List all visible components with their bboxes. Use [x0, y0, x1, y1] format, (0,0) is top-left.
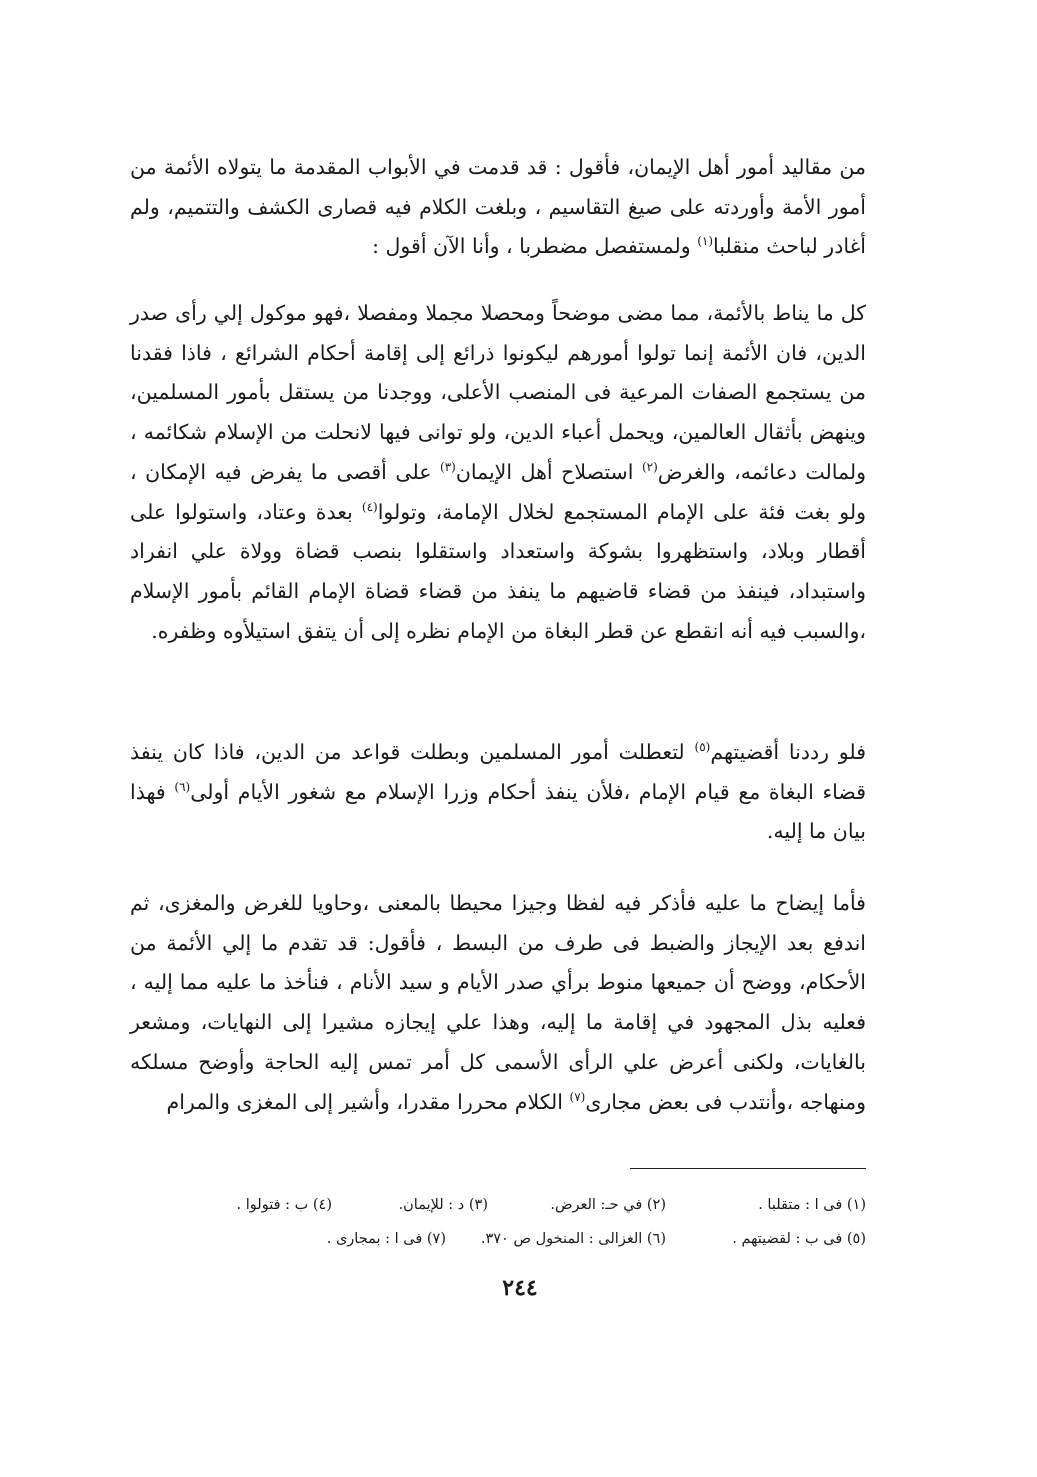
text-run: فهذا بيان ما إليه. — [130, 779, 866, 844]
text-run: على أقصى ما يفرض فيه الإمكان ، ولو بغت فئة على الإمام المستجمع لخلال الإمامة، وتولوا — [130, 459, 867, 524]
text-run: فأما إيضاح ما عليه فأذكر فيه لفظا وجيزا محيطا بالمعنى ،وحاويا للغرض والمغزى، ثم اندفع بعد الإيجاز والضبط فى طرف من البسط ، فأقول: قد تقدم ما إلي الأئمة من الأحكام، ووضح أن جميعها منوط برأي صدر الأيام و سيد الأنام ، فنأخذ ما عليه مما إليه ، فعليه بذل المجهود في إقامة ما إليه، وهذا علي إيجازه مشيرا إلى النهايات، ومشعر بالغايات، ولكنى أعرض علي الرأى الأسمى كل أمر تمس إليه الحاجة وأوضح مسلكه ومنهاجه ،وأنتدب فى بعض مجارى — [130, 891, 866, 1114]
text-run: كل ما يناط بالأئمة، مما مضى موضحاً ومحصلا مجملا ومفصلا ،فهو موكول إلي رأى صدر الدين، فان الأئمة إنما تولوا أمورهم ليكونوا ذرائع إلى إقامة أحكام الشرائع ، فاذا فقدنا من يستجمع الصفات المرعية فى المنصب الأعلى، ووجدنا من يستقل بأمور المسلمين، وينهض بأثقال العالمين، ويحمل أعباء الدين، ولو توانى فيها لانحلت من الإسلام شكائمه ، ولمالت دعائمه، والغرض — [130, 301, 866, 484]
footnote-marker: (٥) — [694, 740, 711, 755]
text-run: من مقاليد أمور أهل الإيمان، فأقول : قد قدمت في الأبواب المقدمة ما يتولاه الأئمة من أمور الأمة وأوردته على صيغ التقاسيم ، وبلغت الكلام فيه قصارى الكشف والتتميم، ولم أغادر لباحث منقلبا — [130, 155, 866, 259]
footnote-6: (٦) الغزالى : المنخول ص ٣٧٠. — [480, 1231, 666, 1247]
footnote-7: (٧) فى ا : بمجارى . — [326, 1231, 446, 1247]
footnote-1: (١) فى ا : متقلبا . — [758, 1197, 866, 1213]
paragraph-text — [130, 884, 866, 1122]
footnote-marker: (١) — [697, 234, 714, 249]
footnote-marker: (٦) — [174, 779, 191, 794]
footnote-row-2 — [160, 1222, 866, 1256]
text-run: الكلام محررا مقدرا، وأشير إلى المغزى والمرام — [166, 1089, 570, 1114]
footnote-marker: (٤) — [361, 499, 378, 514]
footnote-marker: (٧) — [569, 1089, 586, 1104]
paragraph-text — [130, 733, 866, 852]
paragraph-1 — [130, 148, 866, 267]
page-number: ٢٤٤ — [502, 1275, 538, 1301]
footnotes — [160, 1188, 866, 1256]
paragraph-4 — [130, 884, 866, 1122]
paragraph-3 — [130, 733, 866, 852]
text-run: ولمستفصل مضطربا ، وأنا الآن أقول : — [372, 234, 698, 259]
footnote-separator — [630, 1168, 866, 1169]
footnote-marker: (٣) — [440, 459, 456, 474]
text-run: استصلاح أهل الإيمان — [455, 459, 642, 484]
paragraph-2 — [130, 294, 866, 651]
footnote-marker: (٢) — [641, 459, 658, 474]
footnote-3: (٣) د : للإيمان. — [398, 1197, 488, 1213]
footnote-4: (٤) ب : فتولوا . — [236, 1197, 332, 1213]
paragraph-text — [130, 148, 866, 267]
footnote-5: (٥) فى ب : لقضيتهم . — [732, 1231, 866, 1247]
footnote-2: (٢) في حـ: العرض. — [550, 1197, 666, 1213]
text-run: فلو رددنا أقضيتهم — [710, 740, 866, 764]
text-run: بعدة وعتاد، واستولوا على أقطار وبلاد، واستظهروا بشوكة واستعداد واستقلوا بنصب قضاة وولاة علي انفراد واستبداد، فينفذ من قضاء قاضيهم ما ينفذ من قضاء قضاة الإمام القائم بأمور الإسلام ،والسبب فيه أنه انقطع عن قطر البغاة من الإمام نظره إلى أن يتفق استيلأوه وظفره. — [130, 499, 866, 643]
paragraph-text — [130, 294, 866, 651]
text-run: لتعطلت أمور المسلمين وبطلت قواعد من الدين، فاذا كان ينفذ قضاء البغاة مع قيام الإمام ،فلأن ينفذ أحكام وزرا الإسلام مع شغور الأيام أولى — [130, 740, 866, 804]
footnote-row-1 — [160, 1188, 866, 1222]
